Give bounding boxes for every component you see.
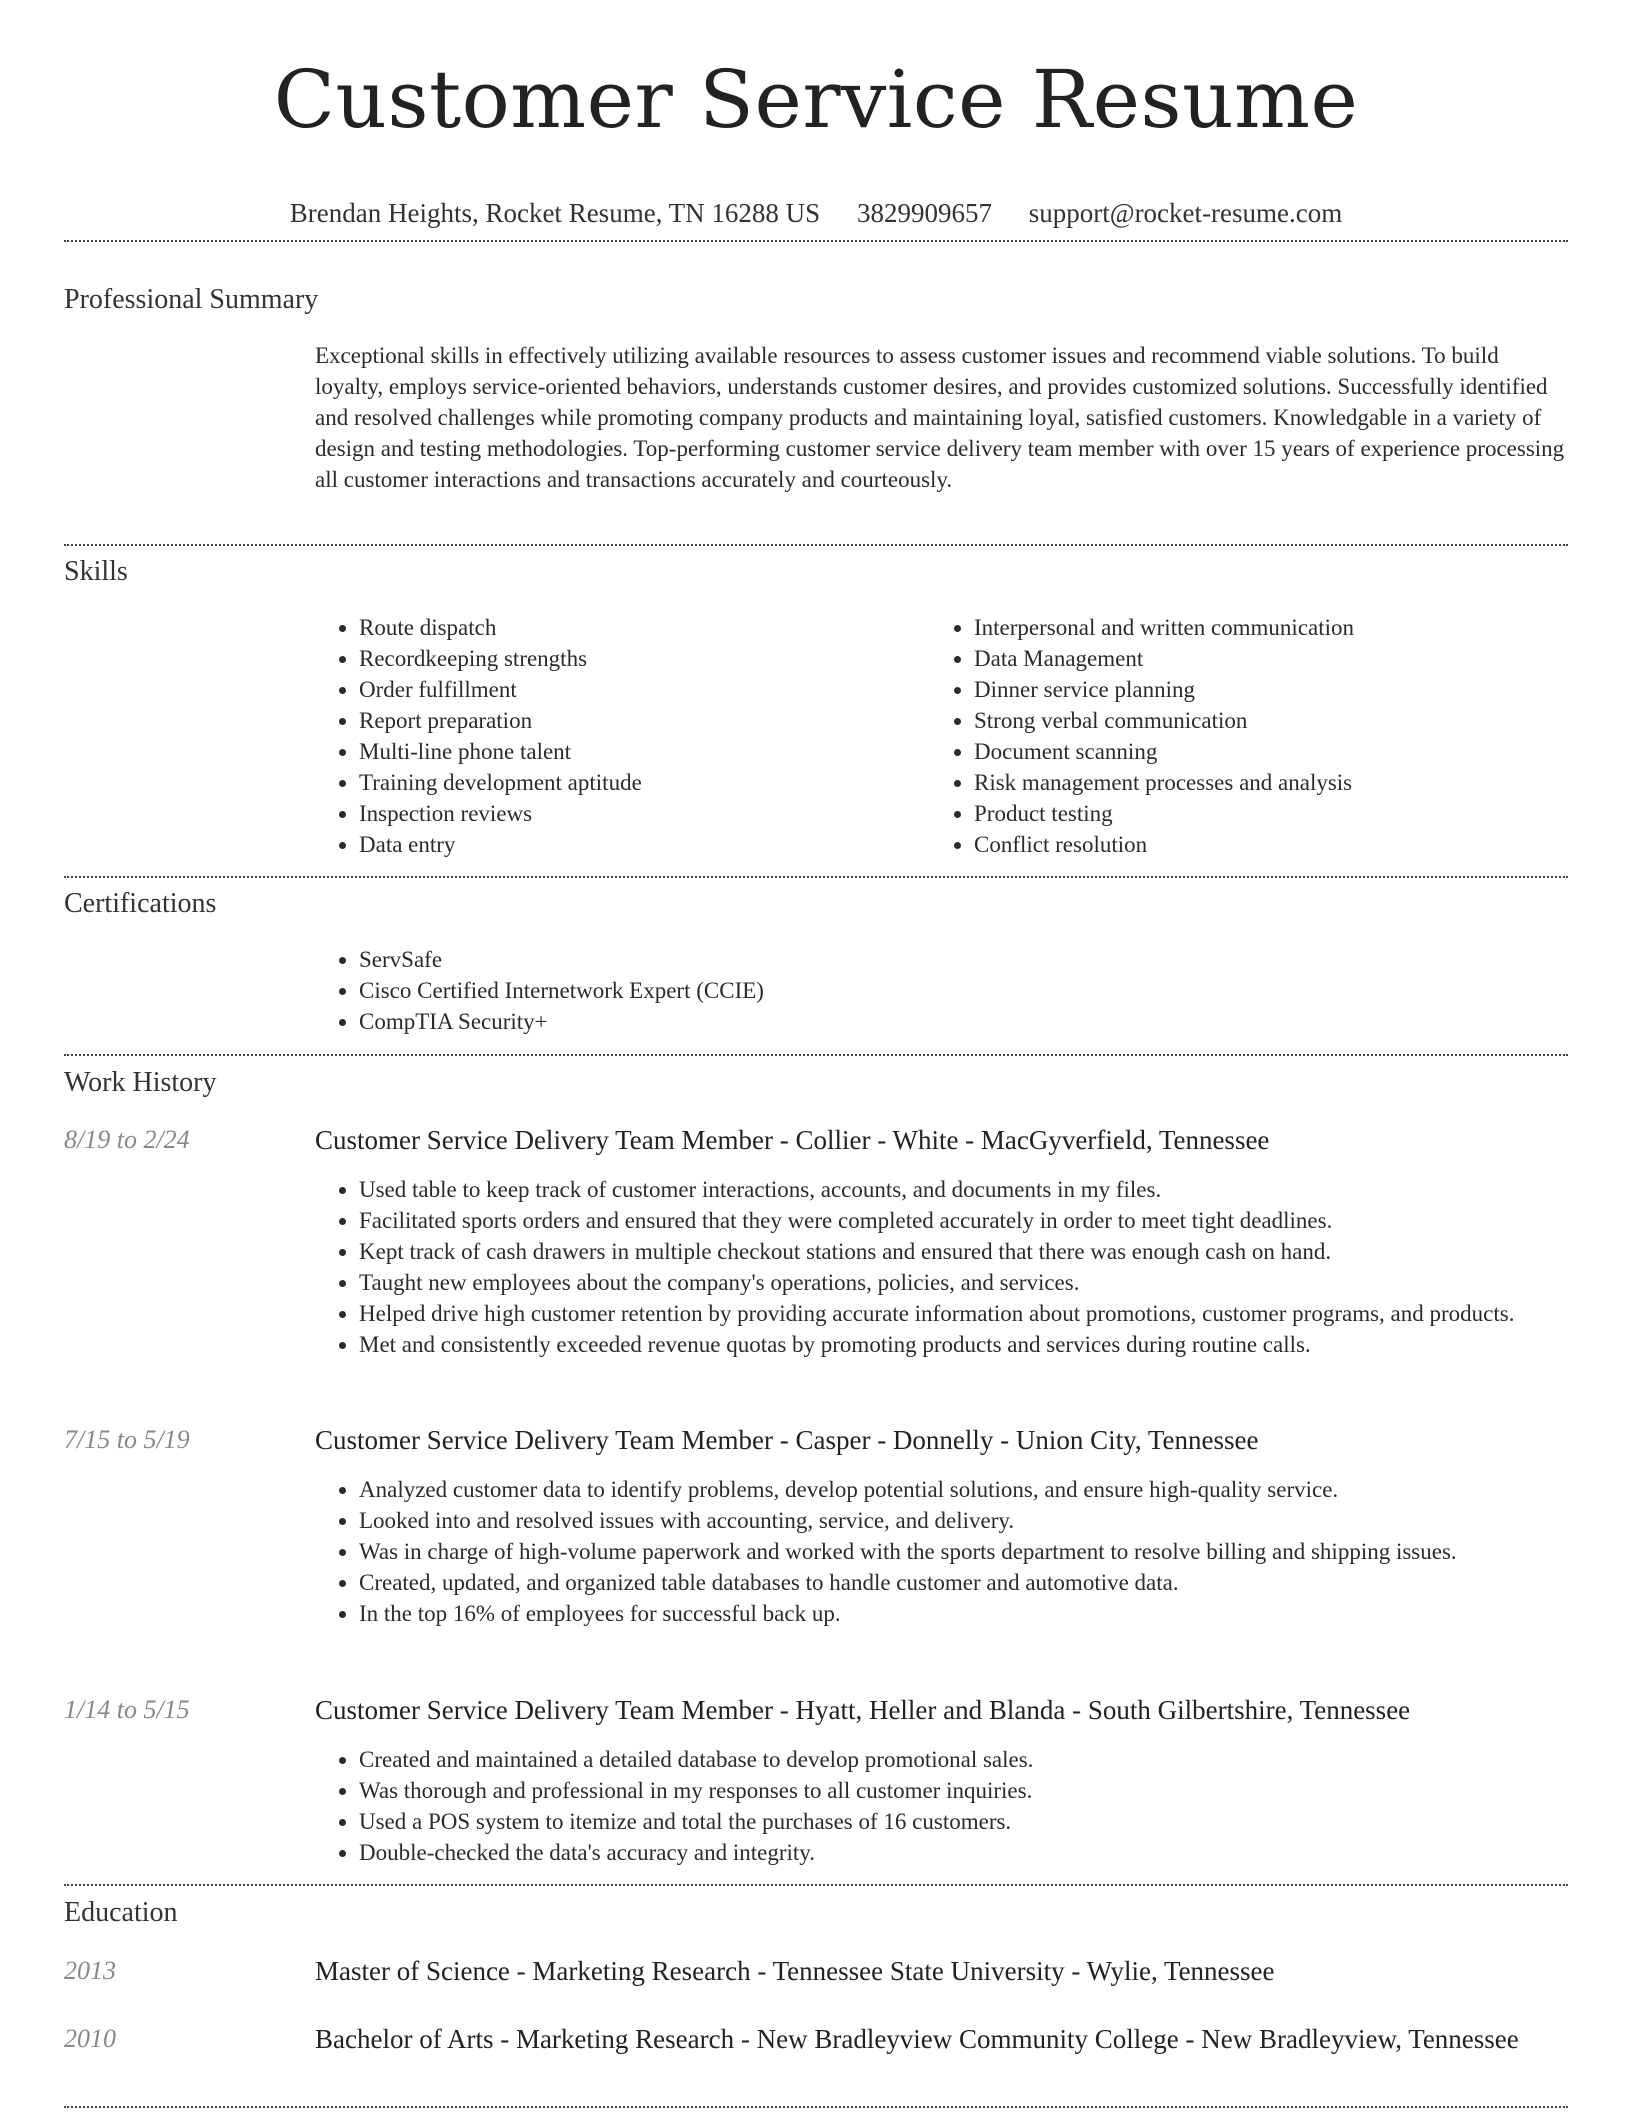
skill-item: • Order fulfillment (359, 674, 915, 705)
skills-heading: Skills (64, 556, 128, 587)
section-divider (64, 1054, 1568, 1056)
job-bullet: • Created and maintained a detailed database to develop promotional sales. (359, 1744, 1545, 1775)
summary-heading: Professional Summary (64, 284, 319, 315)
education-year: 2010 (64, 2024, 116, 2053)
skill-item: • Product testing (974, 798, 1560, 829)
job-dates: 1/14 to 5/15 (64, 1695, 190, 1724)
job-bullet: • In the top 16% of employees for successful back up. (359, 1598, 1545, 1629)
job-bullet: • Double-checked the data's accuracy and integrity. (359, 1837, 1545, 1868)
education-degree: Master of Science - Marketing Research - Tennessee State University - Wylie, Tennessee (315, 1956, 1275, 1986)
skill-item: • Data entry (359, 829, 915, 860)
job-bullet: • Used a POS system to itemize and total the purchases of 16 customers. (359, 1806, 1545, 1837)
job-bullet: • Helped drive high customer retention by providing accurate information about promotions, customer programs, and products. (359, 1298, 1545, 1329)
section-divider (64, 2106, 1568, 2108)
skill-item: • Interpersonal and written communication (974, 612, 1560, 643)
skill-item: • Strong verbal communication (974, 705, 1560, 736)
skill-item: • Training development aptitude (359, 767, 915, 798)
job-bullet: • Kept track of cash drawers in multiple checkout stations and ensured that there was enough cash on hand. (359, 1236, 1545, 1267)
skills-column-left (315, 612, 915, 860)
job-bullet: • Taught new employees about the company's operations, policies, and services. (359, 1267, 1545, 1298)
job-title: Customer Service Delivery Team Member - Hyatt, Heller and Blanda - South Gilbertshire, Tennessee (315, 1695, 1411, 1725)
skill-item: • Risk management processes and analysis (974, 767, 1560, 798)
section-divider (64, 544, 1568, 546)
skill-item: • Route dispatch (359, 612, 915, 643)
job-bullet: • Used table to keep track of customer interactions, accounts, and documents in my files. (359, 1174, 1545, 1205)
job-dates: 8/19 to 2/24 (64, 1125, 190, 1154)
skill-item: • Dinner service planning (974, 674, 1560, 705)
job-dates: 7/15 to 5/19 (64, 1425, 190, 1454)
certification-item: • Cisco Certified Internetwork Expert (CCIE) (359, 975, 1515, 1006)
skill-item: • Document scanning (974, 736, 1560, 767)
job-title: Customer Service Delivery Team Member - Collier - White - MacGyverfield, Tennessee (315, 1125, 1270, 1155)
job-bullet: • Looked into and resolved issues with accounting, service, and delivery. (359, 1505, 1545, 1536)
job-title: Customer Service Delivery Team Member - Casper - Donnelly - Union City, Tennessee (315, 1425, 1259, 1455)
contact-phone: 3829909657 (856, 198, 992, 228)
job-bullets (315, 1174, 1545, 1360)
skills-column-right (930, 612, 1560, 860)
job-bullet: • Was thorough and professional in my responses to all customer inquiries. (359, 1775, 1545, 1806)
contact-email: support@rocket-resume.com (1028, 198, 1343, 228)
job-bullet: • Facilitated sports orders and ensured that they were completed accurately in order to meet tight deadlines. (359, 1205, 1545, 1236)
certification-item: • ServSafe (359, 944, 1515, 975)
section-divider (64, 876, 1568, 878)
job-bullets (315, 1474, 1545, 1629)
job-bullet: • Analyzed customer data to identify problems, develop potential solutions, and ensure high-quality service. (359, 1474, 1545, 1505)
job-bullet: • Created, updated, and organized table databases to handle customer and automotive data. (359, 1567, 1545, 1598)
skill-item: • Data Management (974, 643, 1560, 674)
skill-item: • Report preparation (359, 705, 915, 736)
certifications-heading: Certifications (64, 888, 217, 919)
job-bullets (315, 1744, 1545, 1868)
education-heading: Education (64, 1897, 178, 1928)
job-bullet: • Met and consistently exceeded revenue quotas by promoting products and services during routine calls. (359, 1329, 1545, 1360)
contact-line (0, 196, 1632, 230)
education-year: 2013 (64, 1956, 116, 1985)
section-divider (64, 240, 1568, 242)
summary-text: Exceptional skills in effectively utilizing available resources to assess customer issues and recommend viable solutions. To build loyalty, employs service-oriented behaviors, understands customer desires, and provides customized solutions. Successfully identified and resolved challenges while promoting company products and maintaining loyal, satisfied customers. Knowledgable in a variety of design and testing methodologies. Top-performing customer service delivery team member with over 15 years of experience processing all customer interactions and transactions accurately and courteously. (315, 343, 1565, 492)
work-history-heading: Work History (64, 1067, 217, 1098)
skill-item: • Recordkeeping strengths (359, 643, 915, 674)
skill-item: • Multi-line phone talent (359, 736, 915, 767)
section-divider (64, 1884, 1568, 1886)
certification-item: • CompTIA Security+ (359, 1006, 1515, 1037)
job-bullet: • Was in charge of high-volume paperwork and worked with the sports department to resolve billing and shipping issues. (359, 1536, 1545, 1567)
certifications-list (315, 944, 1515, 1037)
resume-title: Customer Service Resume (273, 53, 1359, 146)
skill-item: • Conflict resolution (974, 829, 1560, 860)
contact-address: Brendan Heights, Rocket Resume, TN 16288 US (289, 198, 821, 228)
skill-item: • Inspection reviews (359, 798, 915, 829)
education-degree: Bachelor of Arts - Marketing Research - New Bradleyview Community College - New Bradleyview, Tennessee (315, 2024, 1519, 2054)
